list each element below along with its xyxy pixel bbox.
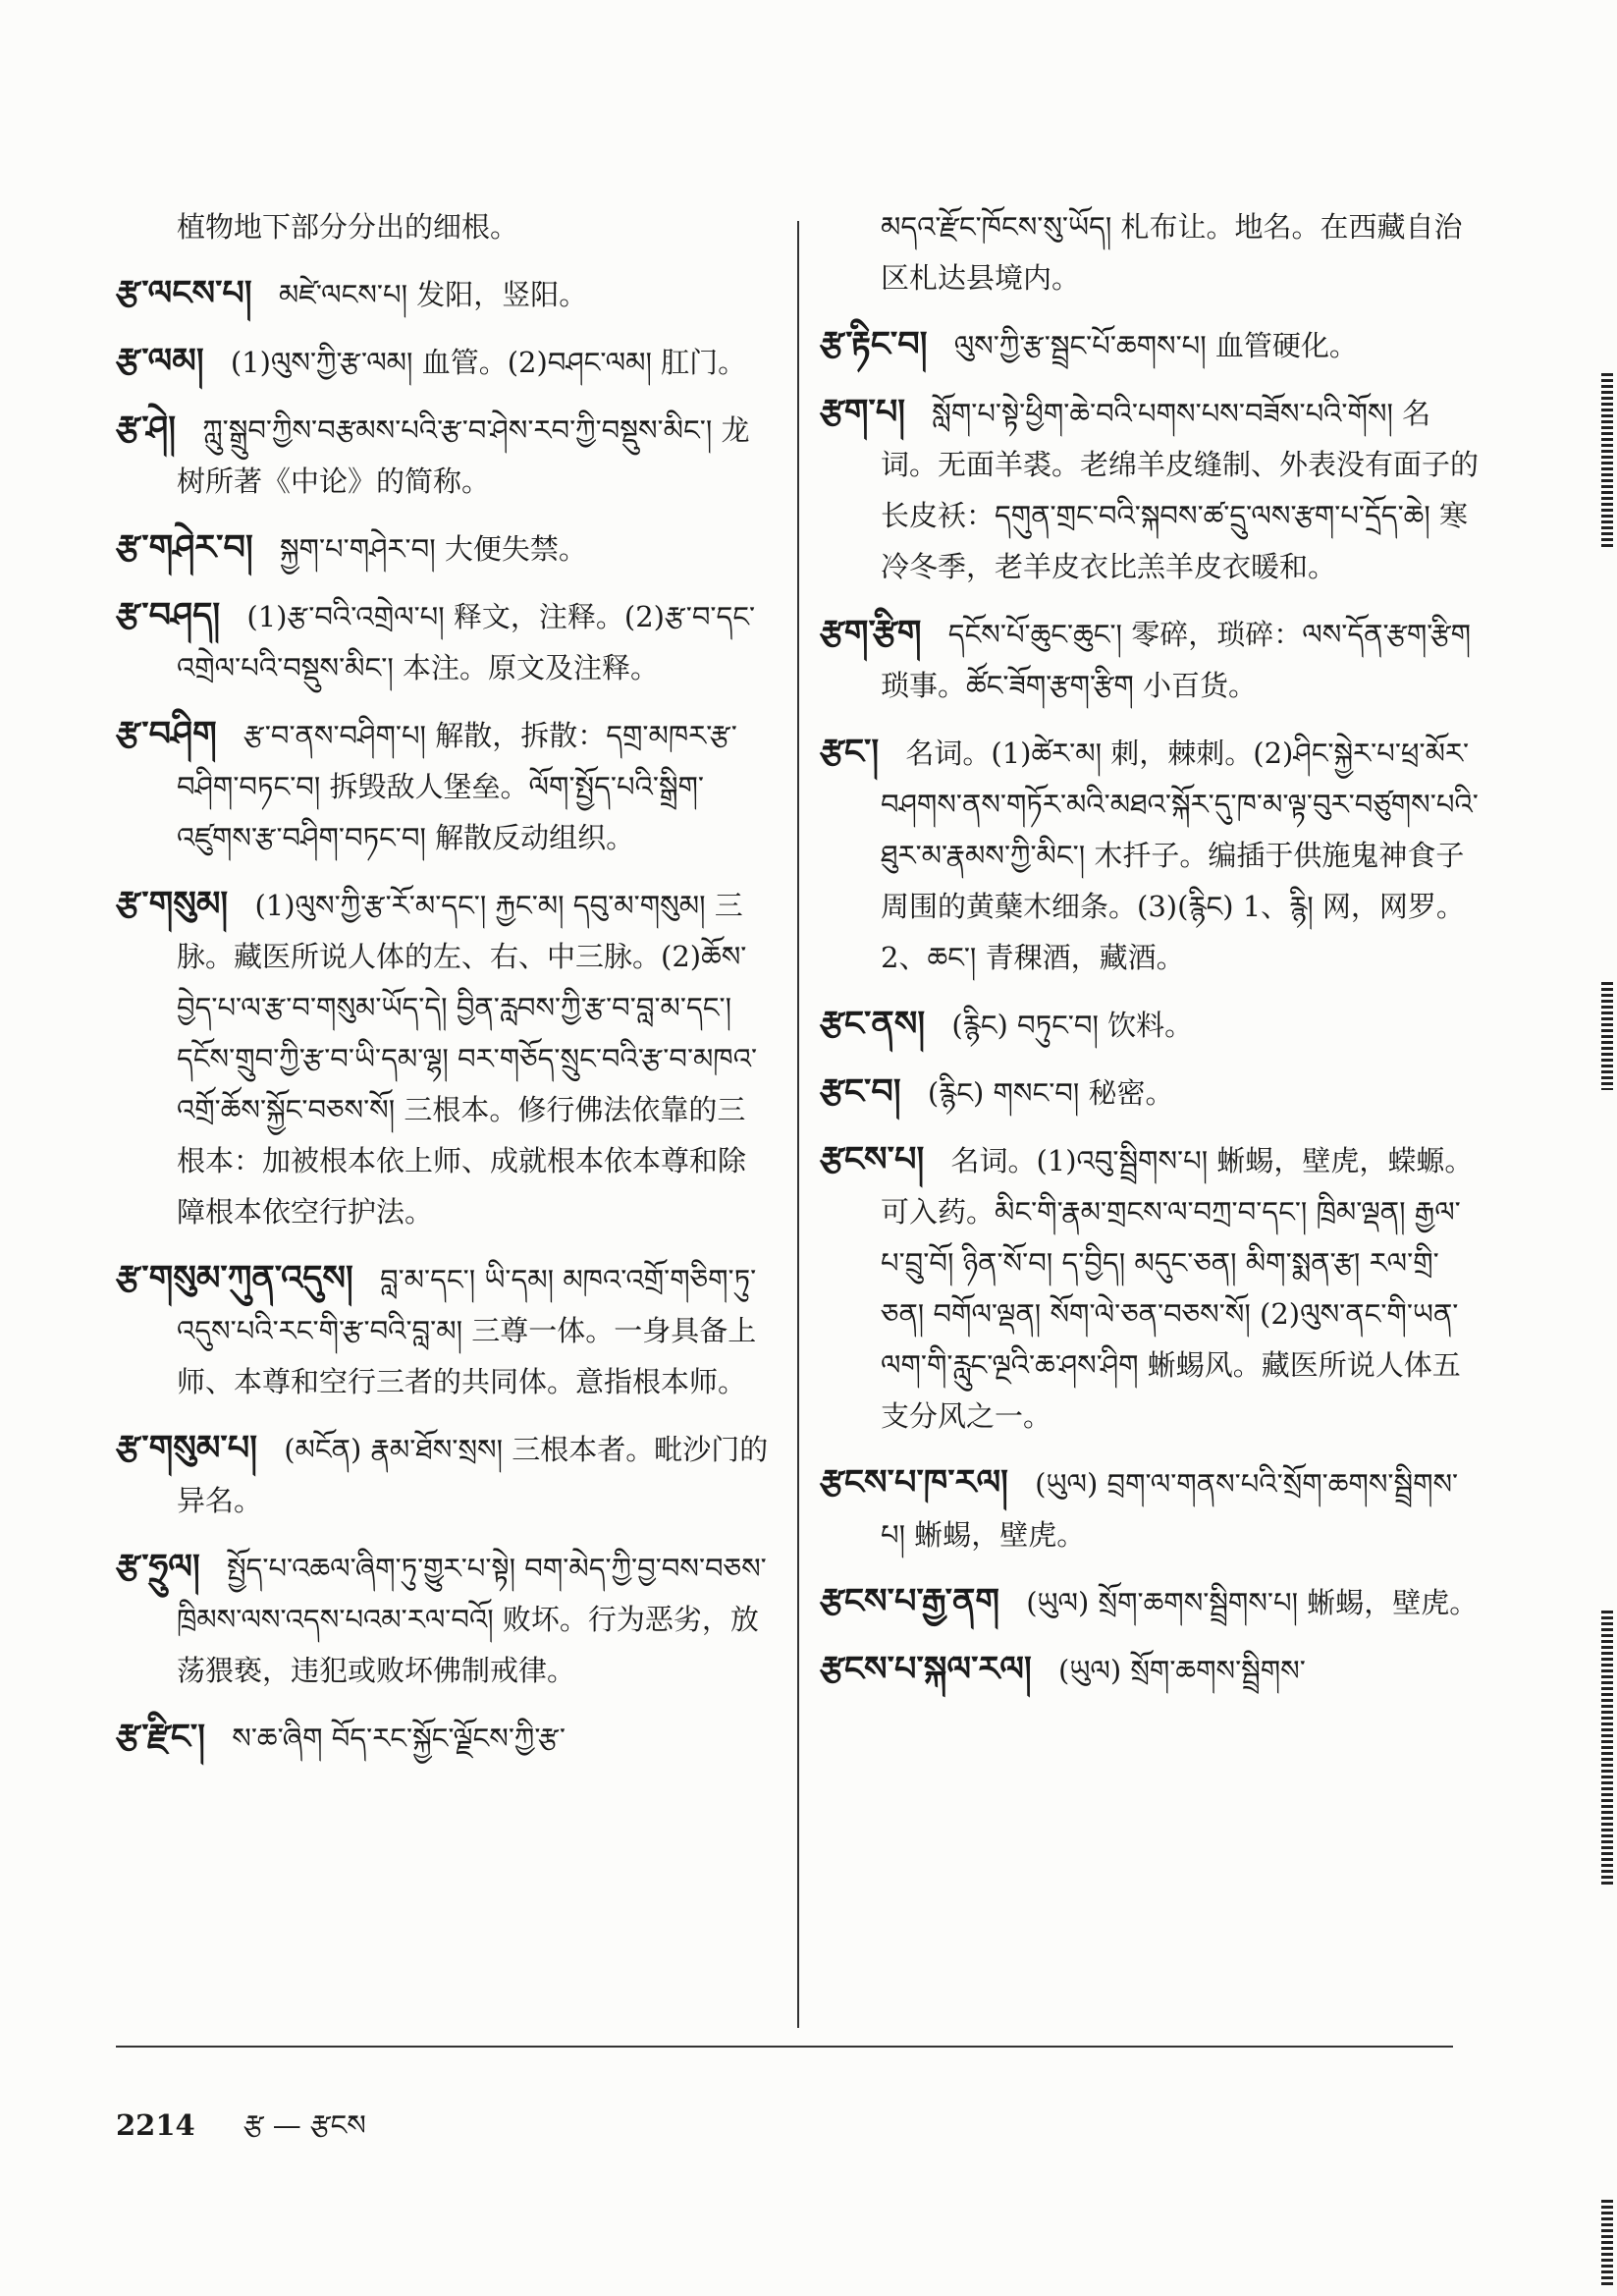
edge-mark [1601,982,1613,1090]
dictionary-entry: རྩ་གསུམ་ཀུན་འདུས། བླ་མ་དང་། ཡི་དམ། མཁའ་འགྲོ་གཅིག་ཏུ་འདུས་པའི་རང་གི་རྩ་བའི་བླ་མ། 三尊一体。一身具备上师、本尊和空行三者的共同体。意指根本师。 [116,1259,757,1398]
dictionary-entry: རྩ་རྟིང་བ། ལུས་ཀྱི་རྩ་སྦྲང་པོ་ཆགས་པ། 血管硬化。 [820,325,1358,364]
edge-marks [1595,0,1617,2296]
dictionary-entry: རྩང་ནས། (རྙིང) བཏུང་བ། 饮料。 [820,1005,1194,1044]
headword: རྩང་ནས། [820,1005,926,1044]
dictionary-entry: རྩང་། 名词。(1)ཚེར་མ། 刺，棘刺。(2)ཤིང་སྐྱེར་པ་ཕྲ་མོར་བཤགས་ནས་གཏོར་མའི་མཐའ་སྐོར་དུ་ཁ་མ་ལྟ་བུར་བཙུགས་པའི་ཐུར་མ་རྣམས་ཀྱི་མིང་། 木扦子。编插于供施鬼神食子周围的黄蘖木细条。(3)(རྙིང) 1、རྙི། 网，网罗。2、ཆང་། 青稞酒，藏酒。 [820,733,1479,974]
dictionary-entry: 植物地下部分分出的细根。 [177,210,519,244]
left-column [116,201,769,1779]
headword: རྩ་ཤེ། [116,410,177,449]
headword: རྩ་བཤིག [116,715,217,754]
dictionary-entry: རྩངས་པ་ཁ་རལ། (ཡུལ) བྲག་ལ་གནས་པའི་སྲོག་ཆགས་སྦྲིགས་པ། 蜥蜴，壁虎。 [820,1463,1459,1552]
dictionary-entry: རྩ་ཤེ། ཀླུ་སྒྲུབ་ཀྱིས་བརྩམས་པའི་རྩ་བ་ཤེས་རབ་ཀྱི་བསྡུས་མིང་། 龙树所著《中论》的简称。 [116,410,750,498]
edge-mark [1601,373,1613,550]
dictionary-entry: མདའ་རྫོང་ཁོངས་སུ་ཡོད། 札布让。地名。在西藏自治区札达县境内。 [881,210,1463,295]
edge-mark [1601,1611,1613,1886]
headword: རྩངས་པ་རྒྱ་ནག [820,1582,999,1621]
headword: རྩ་བཤད། [116,596,221,635]
page-number: 2214 [116,2108,195,2142]
dictionary-entry: རྩང་བ། (རྙིང) གསང་བ། 秘密。 [820,1072,1174,1112]
dictionary-entry: རྩ་ལངས་པ། མཛེ་ལངས་པ། 发阳，竖阳。 [116,274,588,313]
dictionary-entry: རྩག་རྩིག དངོས་པོ་ཆུང་ཆུང་། 零碎，琐碎：ལས་དོན་རྩག་རྩིག 琐事。ཚོང་ཟོག་རྩག་རྩིག 小百货。 [820,614,1472,702]
headword: རྩངས་པ། [820,1140,925,1179]
page-footer [116,2094,366,2174]
headword-range: རྩ — རྩངས [243,2108,366,2142]
dictionary-entry: རྩངས་པ། 名词。(1)འབུ་སྦྲིགས་པ། 蜥蜴，壁虎，蝾螈。可入药。མིང་གི་རྣམ་གྲངས་ལ་བཀྲ་བ་དང་། ཁྲིམ་ལྡན། རྒྱལ་པ་བྲུ་བོ། ཉིན་སོ་བ། ད་བྱིད། མདུང་ཅན། མིག་སྨན་རྩ། རལ་གྲི་ཅན། བགོལ་ལྡན། སོག་ལེ་ཅན་བཅས་སོ། (2)ལུས་ནང་གི་ཡན་ལག་གི་རླུང་ལྔའི་ཆ་ཤས་ཤིག 蜥蜴风。藏医所说人体五支分风之一。 [820,1140,1474,1433]
footer-rule [116,2046,1453,2048]
dictionary-entry: རྩངས་པ་རྒྱ་ནག (ཡུལ) སྲོག་ཆགས་སྦྲིགས་པ། 蜥蜴，壁虎。 [820,1582,1479,1621]
headword: རྩག་པ། [820,393,906,432]
headword: རྩ་ལམ། [116,342,204,381]
dictionary-entry: རྩ་ལམ། (1)ལུས་ཀྱི་རྩ་ལམ། 血管。(2)བཤང་ལམ། 肛门。 [116,342,747,381]
column-divider [797,221,799,2028]
dictionary-entry: རྩག་པ། སློག་པ་སྟེ་ཕྱིག་ཆེ་བའི་པགས་པས་བཟོས་པའི་གོས། 名词。无面羊裘。老绵羊皮缝制、外表没有面子的长皮袄：དགུན་གྲང་བའི་སྐབས་ཚ་དྲུ་ལས་རྩག་པ་དྲོད་ཆེ། 寒冷冬季，老羊皮衣比羔羊皮衣暖和。 [820,393,1480,583]
headword: རྩ་གསུམ། [116,885,229,924]
headword: རྩ་གསུམ་ཀུན་འདུས། [116,1259,353,1298]
dictionary-entry: རྩ་གསུམ། (1)ལུས་ཀྱི་རྩ་རོ་མ་དང་། རྐྱང་མ། དབུ་མ་གསུམ། 三脉。藏医所说人体的左、右、中三脉。(2)ཆོས་བྱེད་པ་ལ་རྩ་བ་གསུམ་ཡོད་དེ། བྱིན་རླབས་ཀྱི་རྩ་བ་བླ་མ་དང་། དངོས་གྲུབ་ཀྱི་རྩ་བ་ཡི་དམ་ལྷ། བར་གཅོད་སྲུང་བའི་རྩ་བ་མཁའ་འགྲོ་ཆོས་སྐྱོང་བཅས་སོ། 三根本。修行佛法依靠的三根本：加被根本依上师、成就根本依本尊和除障根本依空行护法。 [116,885,758,1229]
headword: རྩ་ཧྲུལ། [116,1548,200,1587]
dictionary-entry: རྩ་གསུམ་པ། (མངོན) རྣམ་ཐོས་སྲས། 三根本者。毗沙门的异名。 [116,1429,769,1517]
headword: རྩང་། [820,733,880,772]
headword: རྩ་གཤེར་བ། [116,528,253,568]
headword: རྩ་རྫིང་། [116,1718,206,1757]
headword: རྩང་བ། [820,1072,901,1112]
headword: རྩངས་པ་ཁ་རལ། [820,1463,1008,1503]
headword: རྩ་ལངས་པ། [116,274,252,313]
edge-mark [1601,2200,1613,2288]
dictionary-entry: རྩ་རྫིང་། ས་ཆ་ཞིག བོད་རང་སྐྱོང་ལྗོངས་ཀྱི་རྩ་ [116,1718,566,1757]
headword: རྩངས་པ་སྐལ་རལ། [820,1650,1032,1689]
headword: རྩ་རྟིང་བ། [820,325,928,364]
headword: རྩ་གསུམ་པ། [116,1429,257,1468]
dictionary-entry: རྩ་གཤེར་བ། སྐྱག་པ་གཤེར་བ། 大便失禁。 [116,528,587,568]
dictionary-entry: རྩ་བཤད། (1)རྩ་བའི་འགྲེལ་པ། 释文，注释。(2)རྩ་བ་དང་འགྲེལ་པའི་བསྡུས་མིང་། 本注。原文及注释。 [116,596,756,684]
right-column [820,201,1480,1712]
headword: རྩག་རྩིག [820,614,922,653]
dictionary-entry: རྩ་ཧྲུལ། སྤྱོད་པ་འཆལ་ཞིག་ཏུ་གྱུར་པ་སྟེ། བག་མེད་ཀྱི་བྱ་བས་བཅས་ཁྲིམས་ལས་འདས་པའམ་རལ་བའོ། 败坏。行为恶劣，放荡猥亵，违犯或败坏佛制戒律。 [116,1548,767,1687]
dictionary-entry: རྩ་བཤིག རྩ་བ་ནས་བཤིག་པ། 解散，拆散：དགྲ་མཁར་རྩ་བཤིག་བཏང་བ། 拆毁敌人堡垒。ལོག་སྤྱོད་པའི་སྒྲིག་འཛུགས་རྩ་བཤིག་བཏང་བ། 解散反动组织。 [116,715,737,854]
dictionary-entry: རྩངས་པ་སྐལ་རལ། (ཡུལ) སྲོག་ཆགས་སྦྲིགས་ [820,1650,1306,1689]
